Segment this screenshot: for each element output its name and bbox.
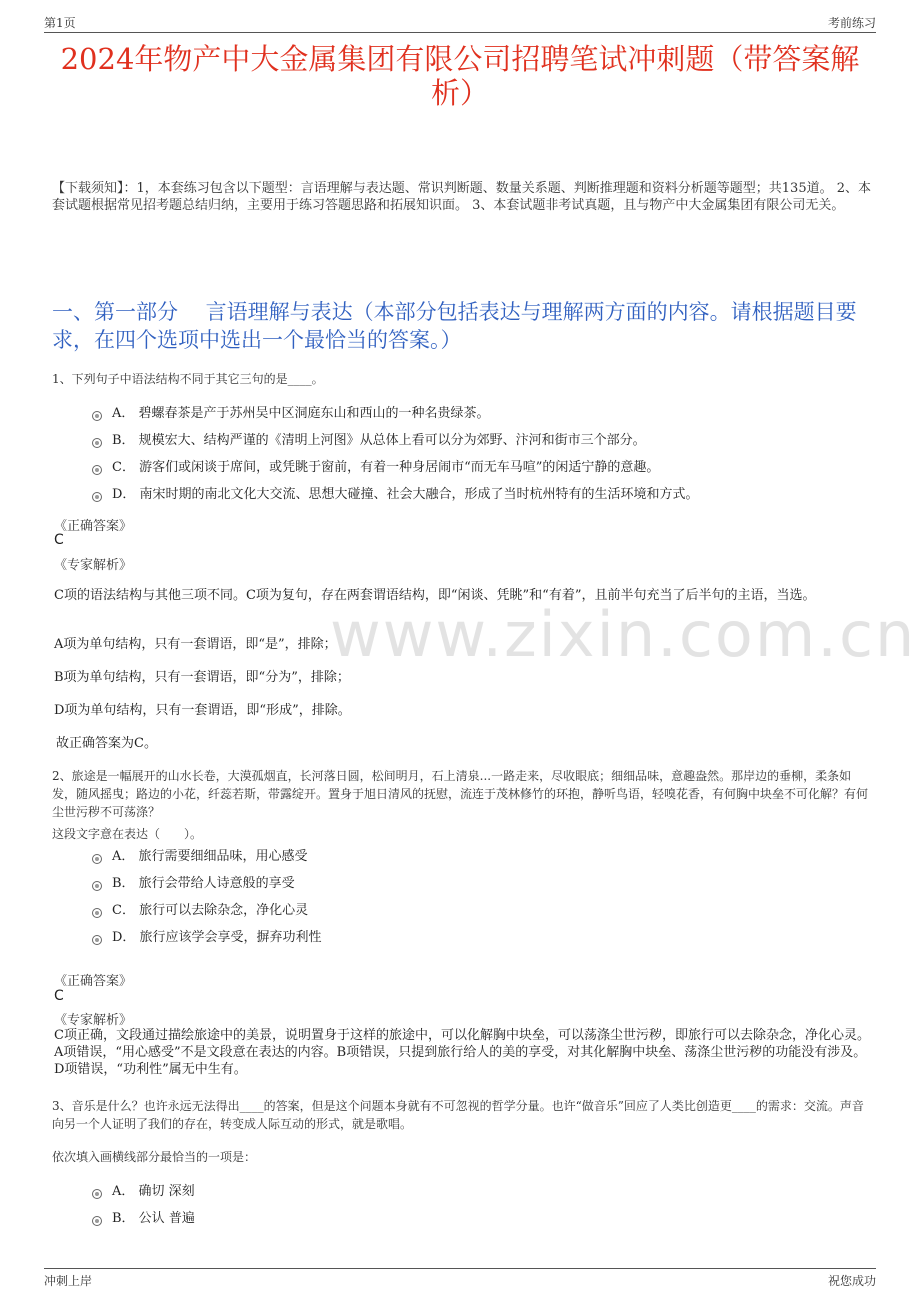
question-3-stem: 3、音乐是什么？也许永远无法得出____的答案，但是这个问题本身就有不可忽视的哲学分量。也许“做音乐”回应了人类比创造更____的需求：交流。声音向另一个人证明了我们的存在，转变成人际互动的形式，就是歌唱。 xyxy=(52,1099,864,1131)
question-1-option-c[interactable] xyxy=(92,459,659,477)
question-1-analysis-p3: B项为单句结构，只有一套谓语，即“分为”，排除； xyxy=(54,670,350,685)
radio-icon[interactable] xyxy=(92,854,102,864)
question-1-option-a[interactable] xyxy=(92,405,490,423)
question-2-option-c[interactable] xyxy=(92,902,308,920)
question-1-analysis-label: 《专家解析》 xyxy=(54,558,133,573)
question-2-option-b[interactable] xyxy=(92,875,295,893)
option-text: C． 旅行可以去除杂念，净化心灵 xyxy=(112,903,309,918)
header-label: 考前练习 xyxy=(827,16,876,30)
option-text: D． 南宋时期的南北文化大交流、思想大碰撞、社会大融合，形成了当时杭州特有的生活环境和方式。 xyxy=(112,487,699,502)
question-3-option-a[interactable] xyxy=(92,1183,195,1201)
question-3-prompt: 依次填入画横线部分最恰当的一项是： xyxy=(52,1150,257,1164)
option-text: D． 旅行应该学会享受，摒弃功利性 xyxy=(112,930,322,945)
radio-icon[interactable] xyxy=(92,465,102,475)
question-1-answer: C xyxy=(54,532,64,548)
radio-icon[interactable] xyxy=(92,492,102,502)
question-2-analysis: C项正确，文段通过描绘旅途中的美景，说明置身于这样的旅途中，可以化解胸中块垒，可以荡涤尘世污秽，即旅行可以去除杂念，净化心灵。A项错误，“用心感受”不是文段意在表达的内容。B项错误，只提到旅行给人的美的享受，对其化解胸中块垒、荡涤尘世污秽的功能没有涉及。D项错误，“功利性”属无中生有。 xyxy=(54,1028,870,1077)
question-1-answer-label: 《正确答案》 xyxy=(54,519,133,534)
question-1-analysis-p1: C项的语法结构与其他三项不同。C项为复句，存在两套谓语结构，即“闲谈、凭眺”和“有着”，且前半句充当了后半句的主语，当选。 xyxy=(54,588,816,603)
option-text: B． 公认 普遍 xyxy=(112,1211,195,1226)
radio-icon[interactable] xyxy=(92,935,102,945)
option-text: A． 确切 深刻 xyxy=(112,1184,195,1199)
question-3-option-b[interactable] xyxy=(92,1210,195,1228)
question-2-option-a[interactable] xyxy=(92,848,308,866)
radio-icon[interactable] xyxy=(92,1189,102,1199)
radio-icon[interactable] xyxy=(92,908,102,918)
option-text: B． 旅行会带给人诗意般的享受 xyxy=(112,876,295,891)
footer-rule xyxy=(44,1268,876,1269)
option-text: B． 规模宏大、结构严谨的《清明上河图》从总体上看可以分为郊野、汴河和街市三个部分。 xyxy=(112,433,646,448)
page-number: 第1页 xyxy=(44,16,76,30)
radio-icon[interactable] xyxy=(92,411,102,421)
radio-icon[interactable] xyxy=(92,881,102,891)
option-text: A． 旅行需要细细品味，用心感受 xyxy=(112,849,308,864)
radio-icon[interactable] xyxy=(92,438,102,448)
option-text: A． 碧螺春茶是产于苏州吴中区洞庭东山和西山的一种名贵绿茶。 xyxy=(112,406,490,421)
question-2-analysis-label: 《专家解析》 xyxy=(54,1013,133,1028)
footer-right: 祝您成功 xyxy=(827,1274,876,1288)
section-heading: 一、第一部分 言语理解与表达（本部分包括表达与理解两方面的内容。请根据题目要求，在四个选项中选出一个最恰当的答案。） xyxy=(52,300,857,352)
question-1-analysis-p2: A项为单句结构，只有一套谓语，即“是”，排除； xyxy=(54,637,337,652)
document-title: 2024年物产中大金属集团有限公司招聘笔试冲刺题（带答案解析） xyxy=(60,42,860,110)
question-2-prompt: 这段文字意在表达（ ）。 xyxy=(52,827,203,841)
header-rule xyxy=(44,32,876,33)
question-1-option-d[interactable] xyxy=(92,486,699,504)
question-2-answer-label: 《正确答案》 xyxy=(54,974,133,989)
footer-left: 冲刺上岸 xyxy=(44,1274,93,1288)
question-1-option-b[interactable] xyxy=(92,432,646,450)
question-1-analysis-p5: 故正确答案为C。 xyxy=(56,736,157,751)
download-notice: 【下载须知】：1，本套练习包含以下题型：言语理解与表达题、常识判断题、数量关系题、判断推理题和资料分析题等题型；共135道。 2、本套试题根据常见招考题总结归纳，主要用于练习答题思路和拓展知识面。 3、本套试题非考试真题，且与物产中大金属集团有限公司无关。 xyxy=(52,181,871,213)
question-2-answer: C xyxy=(54,988,64,1004)
question-2-stem: 2、旅途是一幅展开的山水长卷，大漠孤烟直，长河落日圆，松间明月，石上清泉...一路走来，尽收眼底；细细品味，意趣盎然。那岸边的垂柳，柔条如发，随风摇曳；路边的小花，纤蕊若斯，带露绽开。置身于旭日清风的抚慰，流连于茂林修竹的环抱，静听鸟语，轻嗅花香，有何胸中块垒不可化解？有何尘世污秽不可荡涤？ xyxy=(52,769,869,819)
question-1-stem: 1、下列句子中语法结构不同于其它三句的是____。 xyxy=(52,372,324,386)
watermark: www.zixin.com.cn xyxy=(330,598,917,671)
radio-icon[interactable] xyxy=(92,1216,102,1226)
option-text: C． 游客们或闲谈于席间，或凭眺于窗前，有着一种身居闹市“而无车马喧”的闲适宁静的意趣。 xyxy=(112,460,660,475)
question-2-option-d[interactable] xyxy=(92,929,322,947)
question-1-analysis-p4: D项为单句结构，只有一套谓语，即“形成”，排除。 xyxy=(54,703,351,718)
